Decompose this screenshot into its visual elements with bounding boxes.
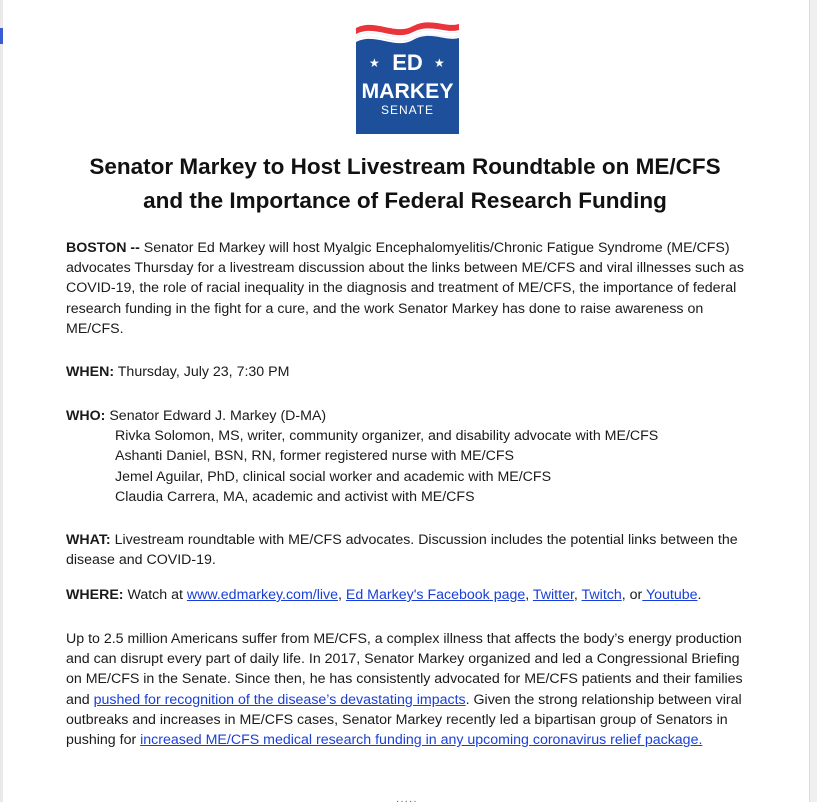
star-icon: ★ [369,56,380,70]
closing-text-1: Up to 2.5 million Americans suffer from ME/CFS, a complex illness that affects the body’s energy production and can disrupt every part of daily life. In 2017, Senator Markey organized and led a Congressional Briefing on ME/CFS in the Senate. Since then, he has consistently advocated for ME/CFS patients and their families and [66,631,743,708]
when-value: Thursday, July 23, 7:30 PM [114,364,290,380]
youtube-link[interactable]: Youtube [642,587,698,603]
title-line-2: and the Importance of Federal Research Funding [143,188,667,213]
closing-paragraph [66,629,756,750]
who-section [66,406,756,507]
research-funding-link[interactable]: increased ME/CFS medical research funding in any upcoming coronavirus relief package. [140,732,703,749]
dateline: BOSTON -- [66,240,140,256]
twitch-link[interactable]: Twitch [581,587,622,603]
logo-line-ed: ED [392,50,423,75]
intro-paragraph [66,238,756,339]
when-label: WHEN: [66,364,115,380]
star-icon: ★ [434,56,445,70]
where-section [66,585,756,605]
what-label: WHAT: [66,532,111,548]
who-lead: Senator Edward J. Markey (D-MA) [105,408,327,424]
who-lead-line [66,406,756,426]
where-label: WHERE: [66,587,124,603]
logo-line-markey: MARKEY [361,80,454,103]
twitter-link[interactable]: Twitter [532,587,574,603]
edmarkey-live-link[interactable]: www.edmarkey.com/live [186,587,338,603]
who-label: WHO: [66,408,106,424]
title-line-1: Senator Markey to Host Livestream Roundtable on ME/CFS [89,154,721,179]
where-sep: , [525,587,533,603]
page-title [30,150,780,218]
where-prefix: Watch at [123,587,187,603]
where-sep: , [573,587,582,603]
recognition-link[interactable]: pushed for recognition of the disease’s devastating impacts [93,691,466,708]
logo-line-senate: SENATE [380,103,435,117]
where-sep: , [338,587,346,603]
panelist: Claudia Carrera, MA, academic and activist with ME/CFS [115,488,475,505]
when-section [66,362,756,382]
intro-text: Senator Ed Markey will host Myalgic Encephalomyelitis/Chronic Fatigue Syndrome (ME/CFS) advocates Thursday for a livestream discussion about the links between ME/CFS and viral illnesses such as COVID-19, the role of racial inequality in the diagnosis and treatment of ME/CFS, the importance of federal research funding in the fight for a cure, and the work Senator Markey has done to raise awareness on ME/CFS. [66,240,744,337]
right-scrollbar[interactable] [809,0,817,802]
page-end-mark: ····· [396,796,418,807]
panelist: Rivka Solomon, MS, writer, community organizer, and disability advocate with ME/CFS [115,428,659,445]
ed-markey-senate-logo [353,20,462,136]
what-section [66,530,756,570]
panelist: Jemel Aguilar, PhD, clinical social worker and academic with ME/CFS [115,468,552,485]
facebook-page-link[interactable]: Ed Markey's Facebook page [345,587,526,603]
what-value: Livestream roundtable with ME/CFS advocates. Discussion includes the potential links between the disease and COVID-19. [66,532,738,569]
panelist: Ashanti Daniel, BSN, RN, former registered nurse with ME/CFS [115,448,514,465]
where-sep: , or [621,587,643,603]
closing-text-2: . Given the strong relationship between viral outbreaks and increases in ME/CFS cases, Senator Markey recently led a bipartisan group of Senators in pushing for [66,691,742,749]
where-suffix: . [697,587,702,603]
